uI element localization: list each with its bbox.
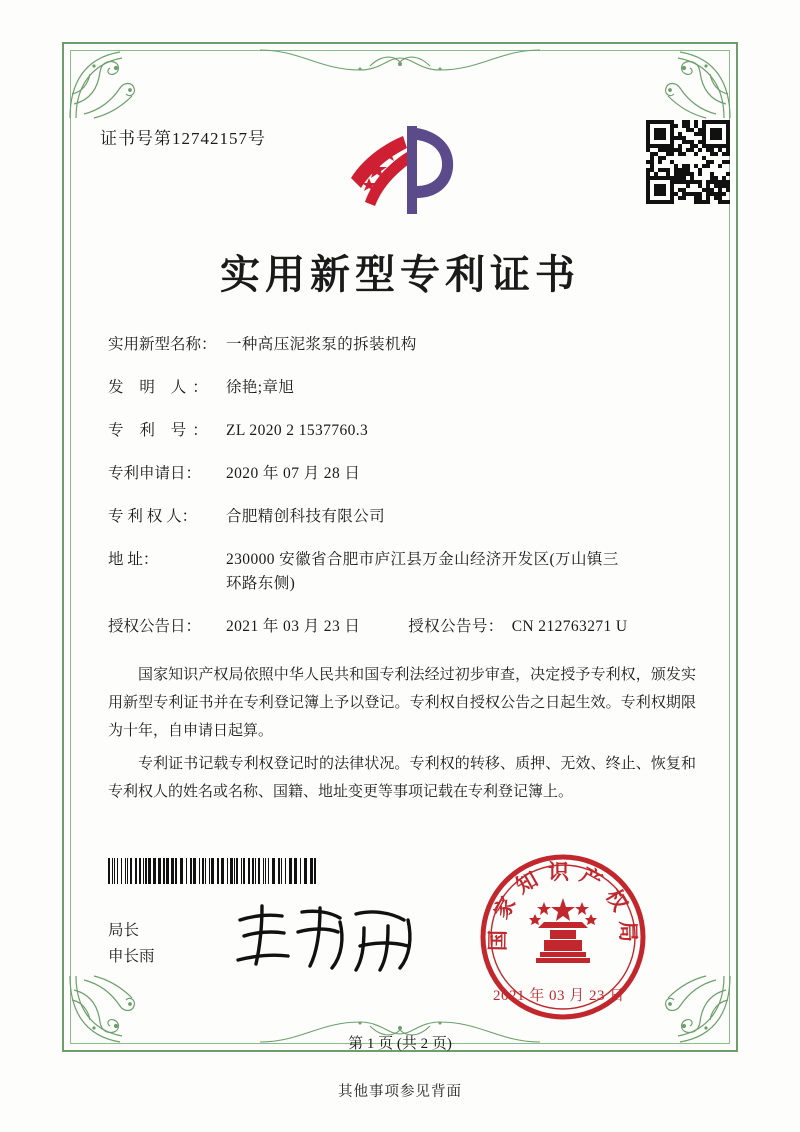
value-patent-number: ZL 2020 2 1537760.3 xyxy=(226,422,369,440)
barcode xyxy=(108,858,318,884)
qr-code-icon xyxy=(646,120,730,204)
value-address xyxy=(226,548,708,596)
border-ornament-top xyxy=(260,44,540,84)
paragraph-2: 专利证书记载专利权登记时的法律状况。专利权的转移、质押、无效、终止、恢复和专利权人的姓名或名称、国籍、地址变更等事项记载在专利登记簿上。 xyxy=(108,756,696,800)
value-inventor: 徐艳;章旭 xyxy=(226,379,295,397)
value-grant-date: 2021 年 03 月 23 日 xyxy=(226,618,361,636)
field-patent-number xyxy=(108,419,708,443)
certificate-number: 证书号第12742157号 xyxy=(100,129,266,148)
signature-title: 局长 xyxy=(108,922,140,939)
address-line-2: 环路东侧) xyxy=(226,575,296,593)
cnipa-logo-icon xyxy=(345,118,460,223)
page-number: 第 1 页 (共 2 页) xyxy=(348,1036,452,1052)
field-application-date xyxy=(108,462,708,486)
seal-date: 2021 年 03 月 23 日 xyxy=(493,988,625,1004)
value-utility-model-name: 一种高压泥浆泵的拆装机构 xyxy=(226,336,417,353)
label-inventor: 发 明 人： xyxy=(108,379,214,397)
label-grant-date: 授权公告日： xyxy=(108,618,202,636)
field-inventor xyxy=(108,376,708,400)
address-line-1: 230000 安徽省合肥市庐江县万金山经济开发区(万山镇三 xyxy=(226,551,619,569)
field-grant-announcement xyxy=(108,615,708,639)
field-address xyxy=(108,548,708,596)
signature-block xyxy=(108,918,155,971)
field-list xyxy=(108,333,708,658)
signature-name: 申长雨 xyxy=(108,948,155,966)
value-announcement-number: CN 212763271 U xyxy=(511,618,628,636)
page-title: 实用新型专利证书 xyxy=(220,251,580,298)
label-patentee: 专 利 权 人： xyxy=(108,508,198,526)
label-application-date: 专利申请日： xyxy=(108,465,202,483)
label-announcement-number: 授权公告号： xyxy=(408,618,504,636)
value-patentee: 合肥精创科技有限公司 xyxy=(226,508,386,526)
label-patent-number: 专 利 号： xyxy=(108,422,214,440)
label-address: 地 址： xyxy=(108,551,159,569)
footer-note: 其他事项参见背面 xyxy=(338,1084,462,1100)
svg-text:国家知识产权局: 国家知识产权局 xyxy=(484,859,642,952)
value-application-date: 2020 年 07 月 28 日 xyxy=(226,465,361,483)
handwritten-signature xyxy=(232,898,422,976)
field-utility-model-name xyxy=(108,333,708,357)
field-patentee xyxy=(108,505,708,529)
legal-text xyxy=(108,662,696,813)
paragraph-1: 国家知识产权局依照中华人民共和国专利法经过初步审查，决定授予专利权，颁发实用新型专利证书并在专利登记簿上予以登记。专利权自授权公告之日起生效。专利权期限为十年，自申请日起算。 xyxy=(108,667,696,739)
label-utility-model-name: 实用新型名称： xyxy=(108,336,217,353)
